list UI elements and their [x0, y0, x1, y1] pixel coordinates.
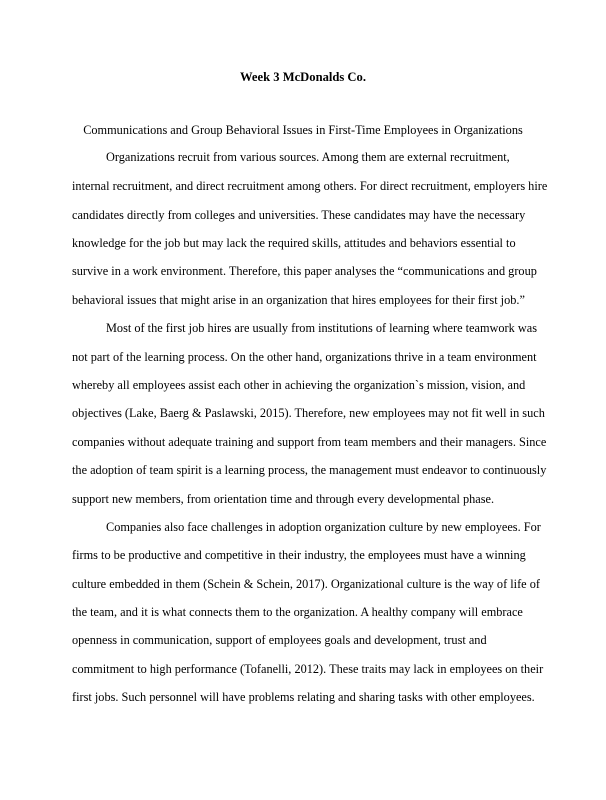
paragraph-3-line-2: firms to be productive and competitive in their industry, the employees must have a winning: [72, 548, 526, 562]
paragraph-1-line-5: survive in a work environment. Therefore, this paper analyses the “communications and group: [72, 264, 537, 278]
paragraph-2-line-7: support new members, from orientation time and through every developmental phase.: [72, 492, 495, 506]
paragraph-3-line-3: culture embedded in them (Schein & Schein, 2017). Organizational culture is the way of life of: [72, 577, 540, 591]
paragraph-2-line-2: not part of the learning process. On the other hand, organizations thrive in a team environment: [72, 350, 537, 364]
paragraph-2-line-6: the adoption of team spirit is a learning process, the management must endeavor to continuously: [72, 463, 547, 477]
paragraph-2-line-1: Most of the first job hires are usually from institutions of learning where teamwork was: [106, 321, 537, 335]
paragraph-1-line-4: knowledge for the job but may lack the required skills, attitudes and behaviors essential to: [72, 236, 516, 250]
paragraph-1-line-1: Organizations recruit from various sources. Among them are external recruitment,: [106, 150, 510, 164]
document-subtitle: Communications and Group Behavioral Issues in First-Time Employees in Organizations: [83, 123, 523, 137]
paragraph-3-line-7: first jobs. Such personnel will have problems relating and sharing tasks with other employees.: [72, 690, 535, 704]
paragraph-2-line-5: companies without adequate training and support from team members and their managers. Since: [72, 435, 547, 449]
paragraph-1-line-6: behavioral issues that might arise in an organization that hires employees for their first job.”: [72, 293, 525, 307]
paragraph-1-line-2: internal recruitment, and direct recruitment among others. For direct recruitment, employers hire: [72, 179, 548, 193]
paragraph-3-line-5: openness in communication, support of employees goals and development, trust and: [72, 633, 487, 647]
paragraph-2-line-3: whereby all employees assist each other in achieving the organization`s mission, vision, and: [72, 378, 526, 392]
document-title: Week 3 McDonalds Co.: [240, 70, 366, 84]
paragraph-3-line-6: commitment to high performance (Tofanelli, 2012). These traits may lack in employees on their: [72, 662, 544, 676]
paragraph-1-line-3: candidates directly from colleges and universities. These candidates may have the necessary: [72, 208, 526, 222]
paragraph-3-line-1: Companies also face challenges in adoption organization culture by new employees. For: [106, 520, 541, 534]
paragraph-2-line-4: objectives (Lake, Baerg & Paslawski, 2015). Therefore, new employees may not fit well in such: [72, 406, 545, 420]
paragraph-3-line-4: the team, and it is what connects them to the organization. A healthy company will embrace: [72, 605, 523, 619]
